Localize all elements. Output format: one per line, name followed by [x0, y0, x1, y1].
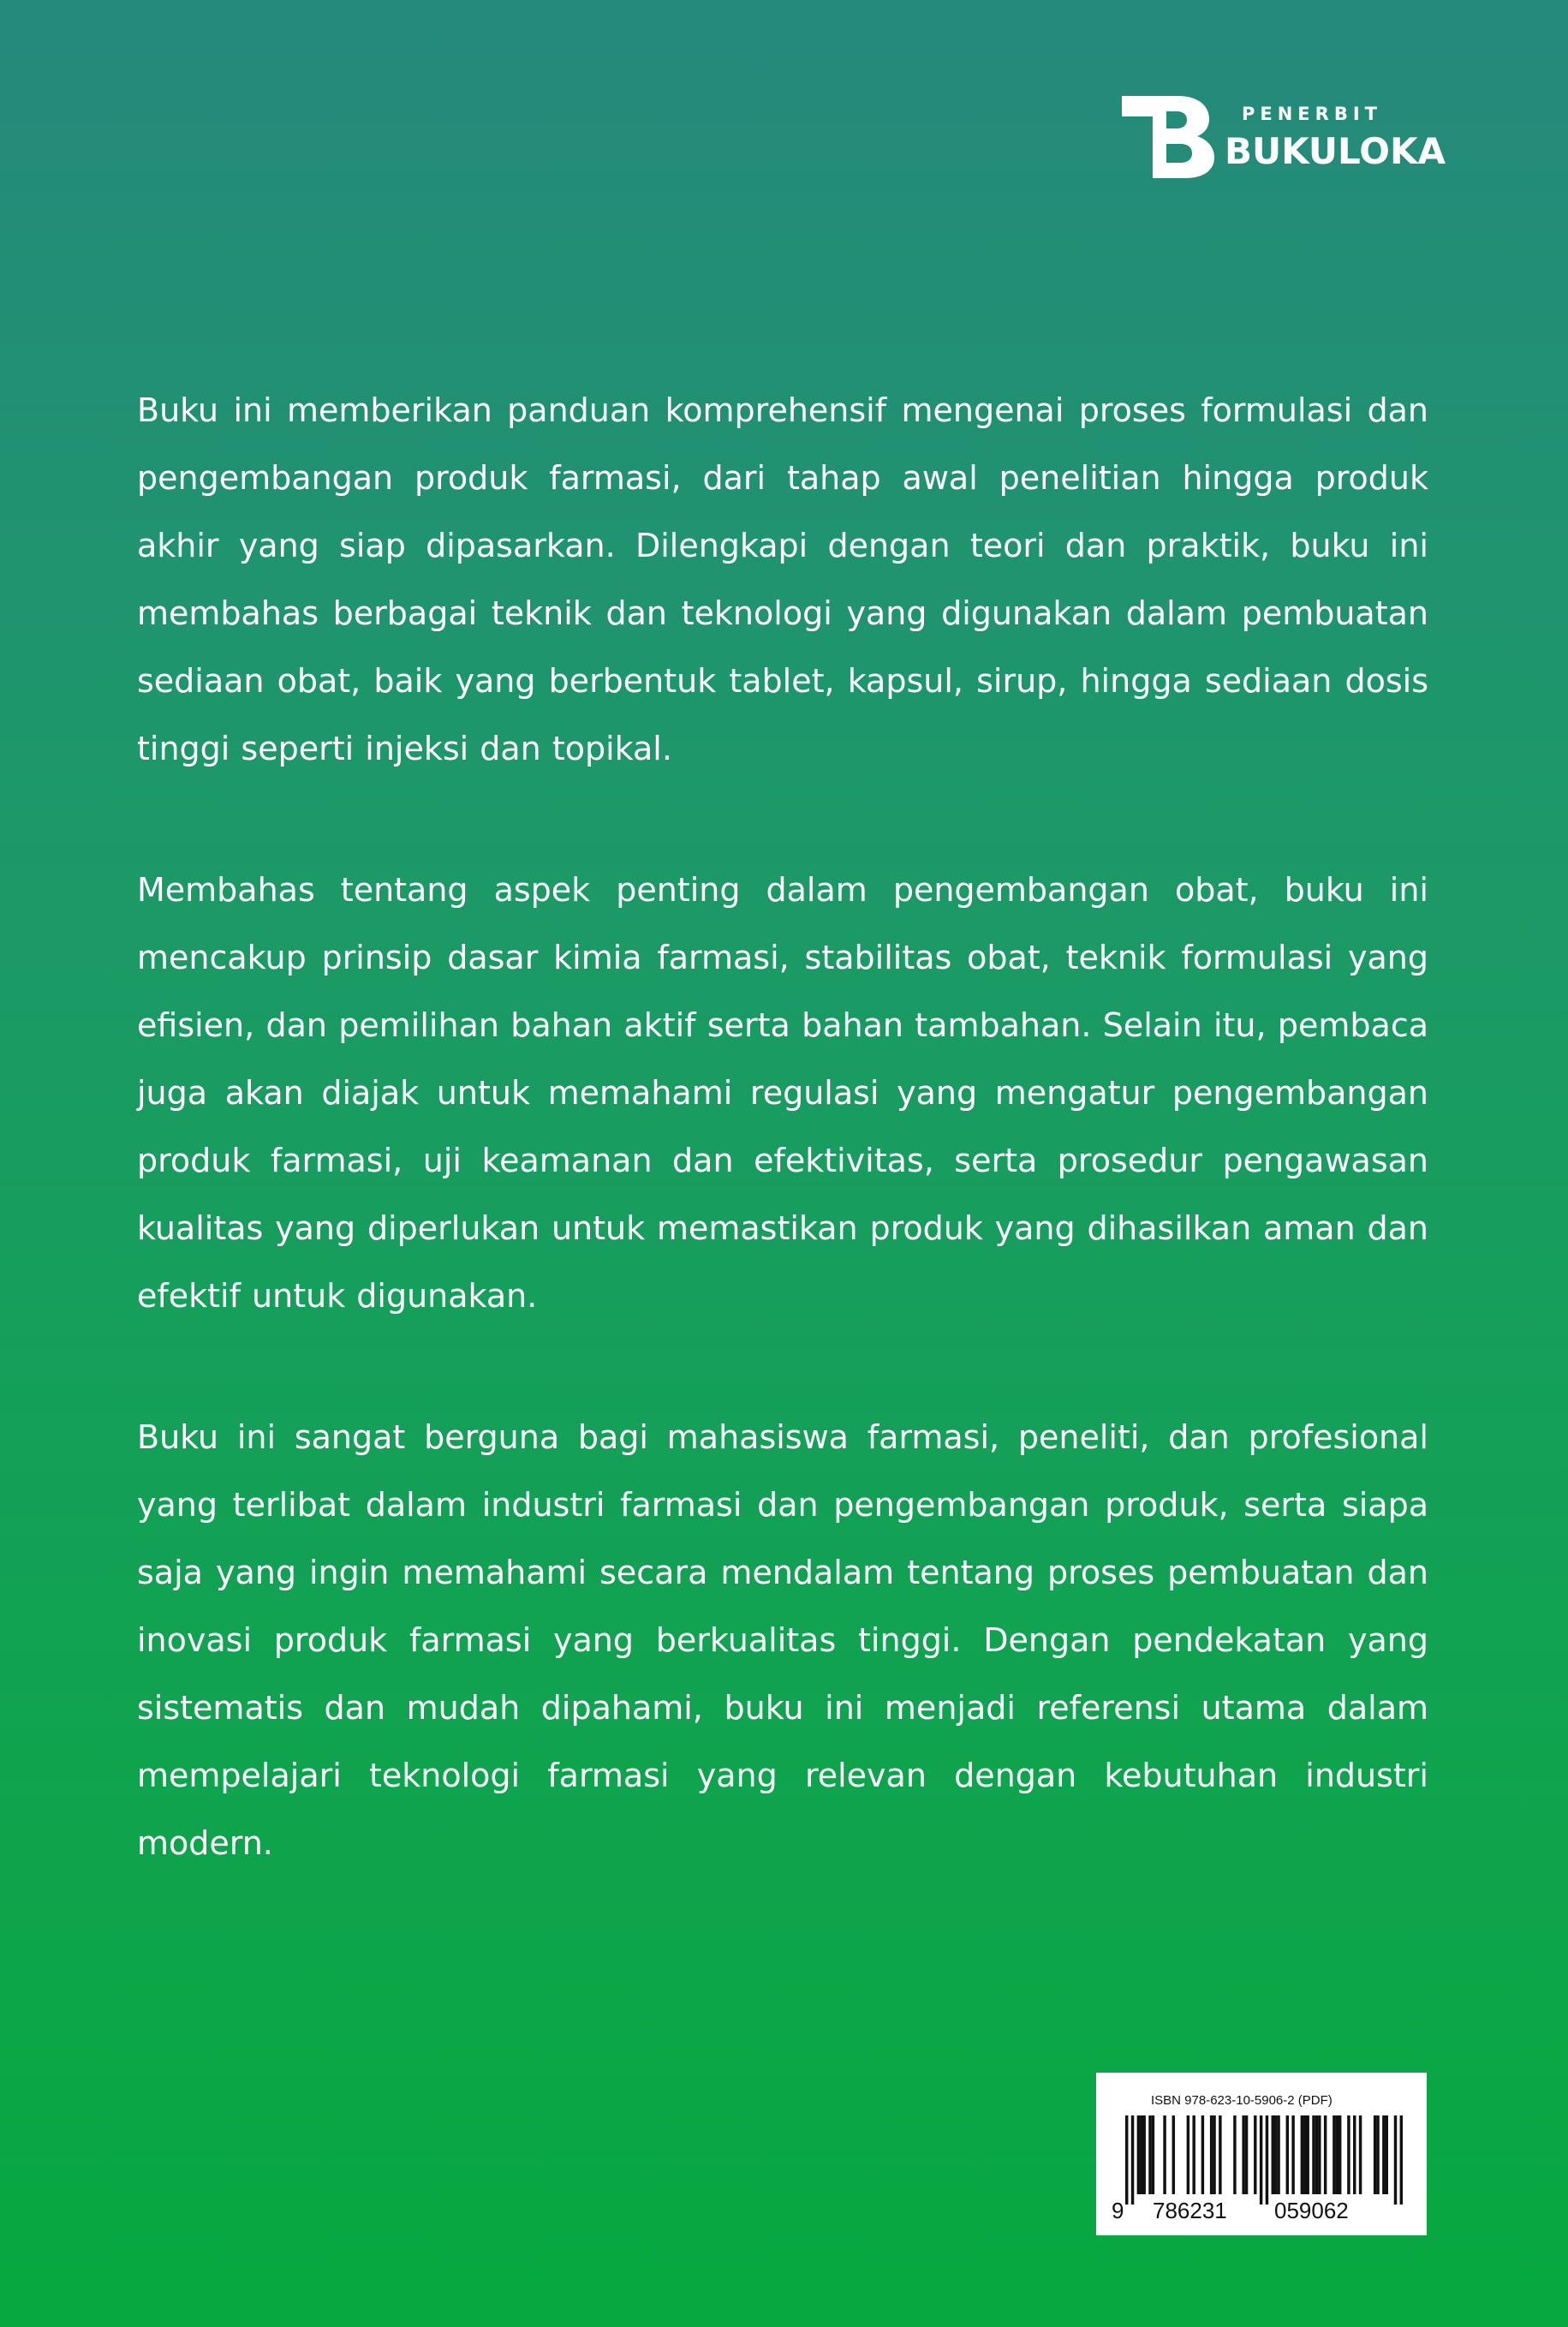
barcode-bar	[1291, 2115, 1294, 2194]
isbn-label: ISBN 978-623-10-5906-2 (PDF)	[1151, 2093, 1333, 2108]
barcode-right-digits: 059062	[1271, 2198, 1352, 2223]
barcode-bar	[1152, 2115, 1154, 2194]
barcode-bar	[1242, 2115, 1244, 2194]
barcode-bar	[1213, 2115, 1215, 2194]
barcode-bar	[1125, 2115, 1128, 2205]
barcode-bar	[1318, 2115, 1321, 2194]
barcode-first-digit: 9	[1112, 2198, 1124, 2223]
barcode-bar	[1192, 2115, 1195, 2194]
barcode-bar	[1210, 2115, 1213, 2194]
barcode-bar	[1386, 2115, 1388, 2194]
barcode-left-digits: 786231	[1149, 2198, 1231, 2223]
barcode-bar	[1148, 2115, 1151, 2194]
barcode-bar	[1338, 2115, 1341, 2194]
barcode-bar	[1187, 2115, 1189, 2194]
barcode-bar	[1312, 2115, 1315, 2194]
barcode-bar	[1274, 2115, 1277, 2194]
barcode-bar	[1374, 2115, 1376, 2194]
barcode-bar	[1400, 2115, 1403, 2205]
barcode-bar	[1201, 2115, 1204, 2194]
publisher-logo	[1122, 96, 1447, 182]
barcode-bar	[1333, 2115, 1335, 2194]
barcode-bars	[1125, 2115, 1403, 2205]
barcode-bar	[1254, 2115, 1256, 2194]
blurb-paragraph-1: Buku ini memberikan panduan komprehensif mengenai proses formulasi dan pengembangan produk farmasi, dari tahap awal penelitian hingga produk akhir yang siap dipasarkan. Dilengkapi dengan teori dan praktik, buku ini membahas berbagai teknik dan teknologi yang digunakan dalam pembuatan sediaan obat, baik yang berbentuk tablet, kapsul, sirup, hingga sediaan dosis tinggi seperti injeksi dan topikal.	[137, 391, 1428, 767]
barcode-bar	[1272, 2115, 1274, 2194]
barcode-bar	[1376, 2115, 1379, 2194]
barcode-bar	[1142, 2115, 1145, 2194]
barcode-bar	[1172, 2115, 1175, 2194]
blurb-paragraph-2: Membahas tentang aspek penting dalam pengembangan obat, buku ini mencakup prinsip dasar kimia farmasi, stabilitas obat, teknik formulasi yang efisien, dan pemilihan bahan aktif serta bahan tambahan. Selain itu, pembaca juga akan diajak untuk memahami regulasi yang mengatur pengembangan produk farmasi, uji keamanan dan efektivitas, serta prosedur pengawasan kualitas yang diperlukan untuk memastikan produk yang dihasilkan aman dan efektif untuk digunakan.	[137, 871, 1428, 1315]
barcode-bar	[1137, 2115, 1140, 2194]
barcode-bar	[1347, 2115, 1350, 2194]
barcode-bar	[1315, 2115, 1318, 2194]
barcode-bar	[1163, 2115, 1166, 2194]
barcode-bar	[1336, 2115, 1338, 2194]
barcode-bar	[1245, 2115, 1248, 2194]
publisher-label: PENERBIT	[1242, 104, 1382, 124]
barcode-bar	[1353, 2115, 1356, 2194]
blurb-paragraph-3: Buku ini sangat berguna bagi mahasiswa farmasi, peneliti, dan profesional yang terlibat dalam industri farmasi dan pengembangan produk, serta siapa saja yang ingin memahami secara mendalam tentang proses pembuatan dan inovasi produk farmasi yang berkualitas tinggi. Dengan pendekatan yang sistematis dan mudah dipahami, buku ini menjadi referensi utama dalam mempelajari teknologi farmasi yang relevan dengan kebutuhan industri modern.	[137, 1418, 1428, 1862]
barcode-bar	[1324, 2115, 1327, 2194]
barcode-bar	[1359, 2115, 1362, 2194]
barcode-bar	[1233, 2115, 1236, 2194]
bukuloka-b-logo-icon	[1122, 96, 1218, 178]
barcode-bar	[1286, 2115, 1289, 2194]
barcode-bar	[1131, 2115, 1134, 2205]
isbn-barcode	[1096, 2073, 1427, 2235]
barcode-bar	[1140, 2115, 1142, 2194]
barcode-bar	[1266, 2115, 1268, 2205]
back-cover-blurb	[137, 377, 1428, 1951]
barcode-bar	[1219, 2115, 1221, 2194]
barcode-bar	[1260, 2115, 1262, 2205]
barcode-bar	[1301, 2115, 1303, 2194]
barcode-bar	[1303, 2115, 1306, 2194]
barcode-bar	[1277, 2115, 1279, 2194]
publisher-name: BUKULOKA	[1225, 130, 1446, 172]
barcode-bar	[1394, 2115, 1397, 2205]
barcode-bar	[1382, 2115, 1385, 2194]
barcode-bar	[1306, 2115, 1309, 2194]
